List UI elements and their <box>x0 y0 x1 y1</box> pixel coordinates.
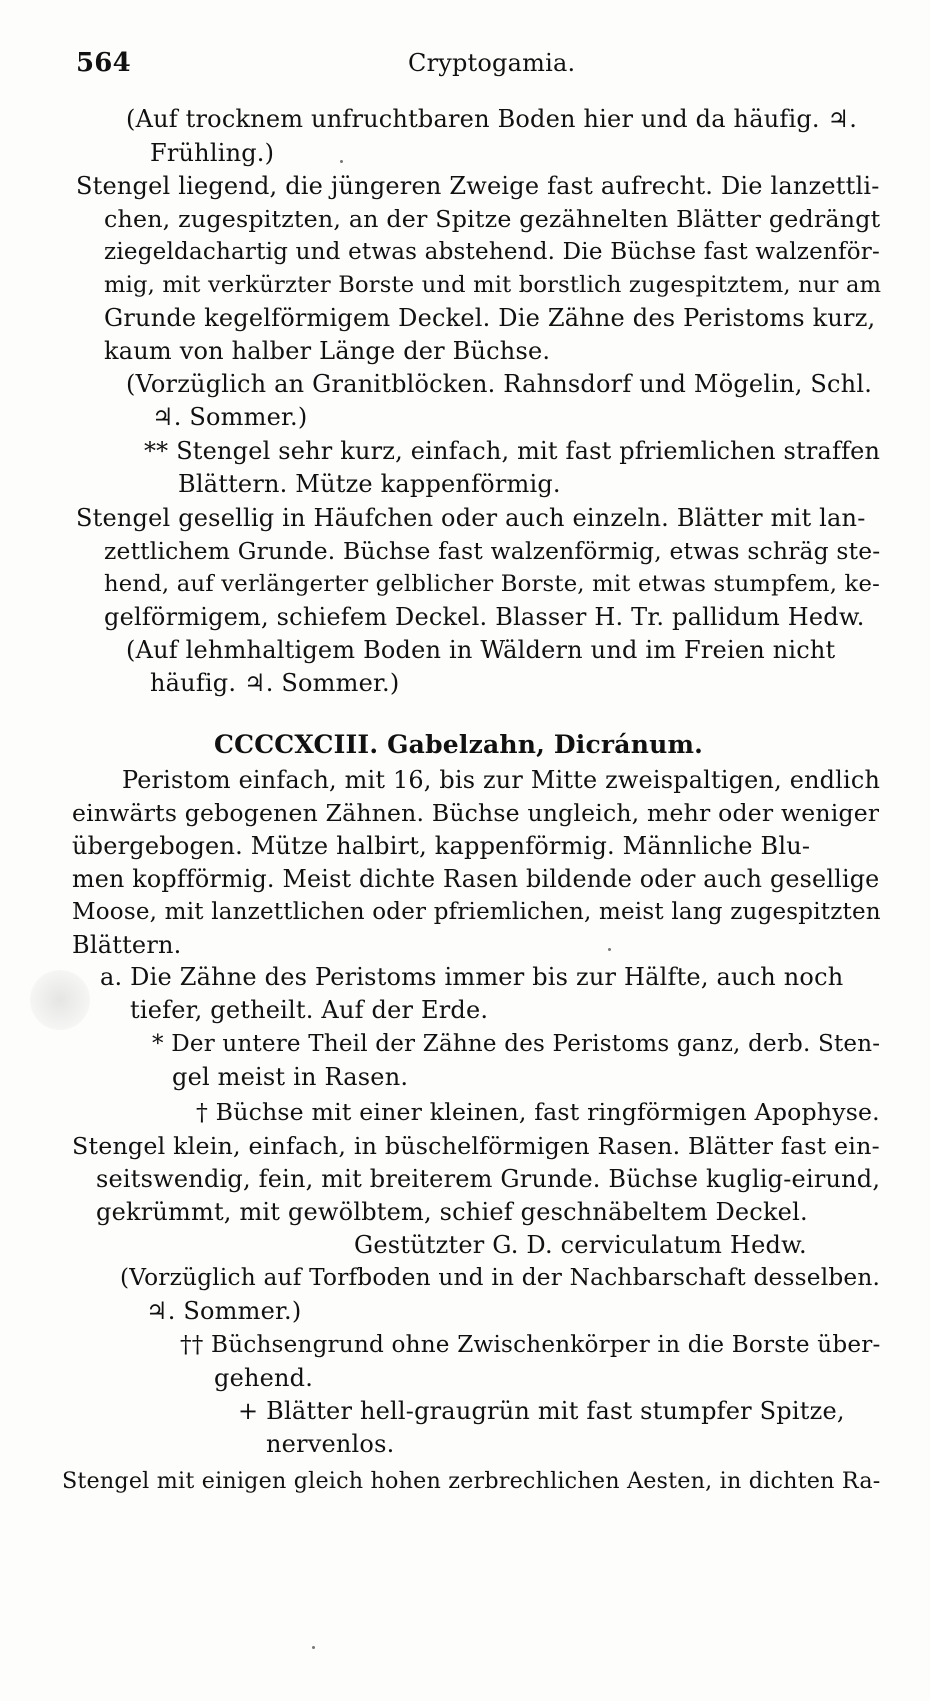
text-line: ziegeldachartig und etwas abstehend. Die Büchse fast walzenför- <box>104 239 880 265</box>
text-line: Frühling.) <box>150 139 275 167</box>
text-line: (Auf lehmhaltigem Boden in Wäldern und im Freien nicht <box>126 636 836 664</box>
text-line: Stengel mit einigen gleich hohen zerbrechlichen Aesten, in dichten Ra- <box>62 1468 881 1494</box>
text-line: seitswendig, fein, mit breiterem Grunde. Büchse kuglig-eirund, <box>96 1165 881 1193</box>
page-number: 564 <box>76 48 131 78</box>
text-line: gelförmigem, schiefem Deckel. Blasser H. Tr. pallidum Hedw. <box>104 603 865 631</box>
text-line: Stengel liegend, die jüngeren Zweige fast aufrecht. Die lanzettli- <box>76 172 880 200</box>
paper-speck <box>312 1646 315 1649</box>
text-line: tiefer, getheilt. Auf der Erde. <box>130 996 489 1024</box>
text-line: chen, zugespitzten, an der Spitze gezähnelten Blätter gedrängt <box>104 205 881 233</box>
text-line: mig, mit verkürzter Borste und mit borstlich zugespitztem, nur am <box>104 272 882 298</box>
text-line: Blättern. <box>72 931 182 959</box>
text-line: (Vorzüglich an Granitblöcken. Rahnsdorf und Mögelin, Schl. <box>126 370 873 398</box>
text-line: Gestützter G. D. cerviculatum Hedw. <box>354 1231 807 1259</box>
text-line: ♃. Sommer.) <box>146 1297 302 1325</box>
text-line: gehend. <box>214 1364 314 1392</box>
text-line: + Blätter hell-graugrün mit fast stumpfer Spitze, <box>238 1397 845 1425</box>
text-line: Stengel gesellig in Häufchen oder auch einzeln. Blätter mit lan- <box>76 504 866 532</box>
text-line: hend, auf verlängerter gelblicher Borste, mit etwas stumpfem, ke- <box>104 571 880 597</box>
text-line: übergebogen. Mütze halbirt, kappenförmig. Männliche Blu- <box>72 832 811 860</box>
text-line: ** Stengel sehr kurz, einfach, mit fast pfriemlichen straffen <box>144 437 881 465</box>
paper-speck <box>608 948 611 951</box>
text-line: * Der untere Theil der Zähne des Peristoms ganz, derb. Sten- <box>152 1031 881 1057</box>
text-line: gekrümmt, mit gewölbtem, schief geschnäbeltem Deckel. <box>96 1198 808 1226</box>
text-line: zettlichem Grunde. Büchse fast walzenförmig, etwas schräg ste- <box>104 537 881 565</box>
text-line: †† Büchsengrund ohne Zwischenkörper in die Borste über- <box>180 1332 881 1358</box>
text-line: Peristom einfach, mit 16, bis zur Mitte zweispaltigen, endlich <box>122 766 881 794</box>
paper-stain <box>30 970 90 1030</box>
text-line: Grunde kegelförmigem Deckel. Die Zähne des Peristoms kurz, <box>104 304 876 332</box>
paper-speck <box>340 160 343 163</box>
text-line: Stengel klein, einfach, in büschelförmigen Rasen. Blätter fast ein- <box>72 1132 880 1160</box>
text-line: (Auf trocknem unfruchtbaren Boden hier und da häufig. ♃. <box>126 105 858 133</box>
text-line: Blättern. Mütze kappenförmig. <box>178 470 561 498</box>
text-line: ♃. Sommer.) <box>152 403 308 431</box>
text-line: † Büchse mit einer kleinen, fast ringförmigen Apophyse. <box>196 1098 880 1126</box>
text-line: Moose, mit lanzettlichen oder pfriemlichen, meist lang zugespitzten <box>72 899 881 925</box>
text-line: gel meist in Rasen. <box>172 1063 409 1091</box>
text-line: (Vorzüglich auf Torfboden und in der Nachbarschaft desselben. <box>120 1264 881 1291</box>
text-line: men kopfförmig. Meist dichte Rasen bildende oder auch gesellige <box>72 865 880 893</box>
text-line: a. Die Zähne des Peristoms immer bis zur Hälfte, auch noch <box>100 963 844 991</box>
text-line: nervenlos. <box>266 1430 395 1458</box>
text-line: einwärts gebogenen Zähnen. Büchse ungleich, mehr oder weniger <box>72 799 880 827</box>
section-heading: CCCCXCIII. Gabelzahn, Dicránum. <box>214 730 704 759</box>
text-line: häufig. ♃. Sommer.) <box>150 669 400 697</box>
text-line: kaum von halber Länge der Büchse. <box>104 337 551 365</box>
running-title: Cryptogamia. <box>408 49 576 77</box>
